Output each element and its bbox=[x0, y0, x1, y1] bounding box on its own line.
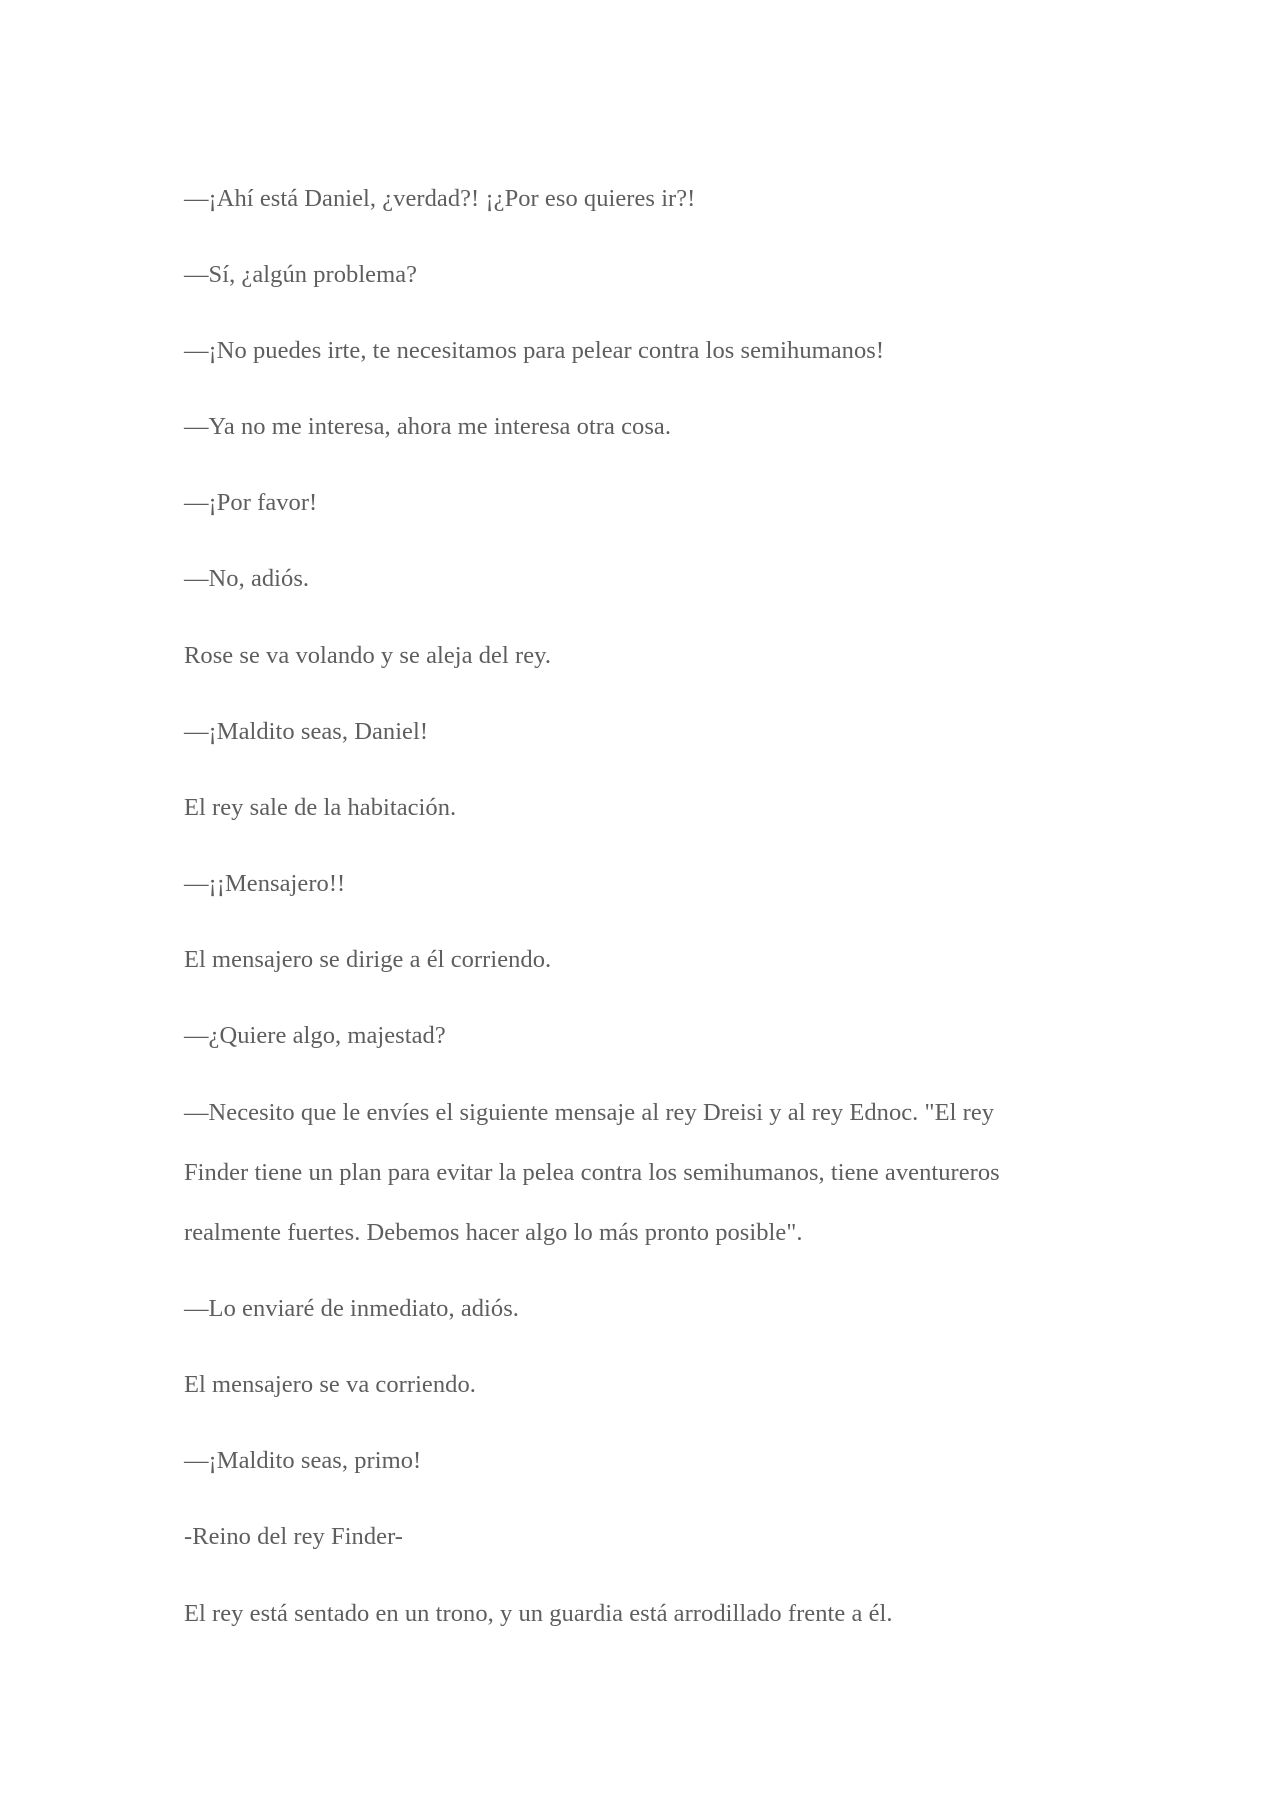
paragraph-13-line-2: Finder tiene un plan para evitar la pelea contra los semihumanos, tiene aventureros bbox=[184, 1159, 1000, 1186]
paragraph-2: —Sí, ¿algún problema? bbox=[184, 261, 418, 288]
paragraph-13-line-3: realmente fuertes. Debemos hacer algo lo más pronto posible". bbox=[184, 1219, 803, 1246]
paragraph-3: —¡No puedes irte, te necesitamos para pelear contra los semihumanos! bbox=[184, 337, 885, 364]
paragraph-11: El mensajero se dirige a él corriendo. bbox=[184, 946, 552, 973]
paragraph-4: —Ya no me interesa, ahora me interesa otra cosa. bbox=[184, 413, 672, 440]
paragraph-10: —¡¡Mensajero!! bbox=[184, 870, 346, 897]
paragraph-18: El rey está sentado en un trono, y un guardia está arrodillado frente a él. bbox=[184, 1600, 893, 1627]
paragraph-16: —¡Maldito seas, primo! bbox=[184, 1447, 422, 1474]
paragraph-8: —¡Maldito seas, Daniel! bbox=[184, 718, 429, 745]
paragraph-12: —¿Quiere algo, majestad? bbox=[184, 1022, 446, 1049]
paragraph-7: Rose se va volando y se aleja del rey. bbox=[184, 642, 552, 669]
scene-heading: -Reino del rey Finder- bbox=[184, 1523, 404, 1550]
paragraph-5: —¡Por favor! bbox=[184, 489, 318, 516]
paragraph-1: —¡Ahí está Daniel, ¿verdad?! ¡¿Por eso quieres ir?! bbox=[184, 185, 696, 212]
paragraph-13-line-1: —Necesito que le envíes el siguiente mensaje al rey Dreisi y al rey Ednoc. "El rey bbox=[184, 1099, 995, 1126]
paragraph-6: —No, adiós. bbox=[184, 565, 310, 592]
paragraph-9: El rey sale de la habitación. bbox=[184, 794, 457, 821]
paragraph-15: El mensajero se va corriendo. bbox=[184, 1371, 476, 1398]
paragraph-14: —Lo enviaré de inmediato, adiós. bbox=[184, 1295, 519, 1322]
